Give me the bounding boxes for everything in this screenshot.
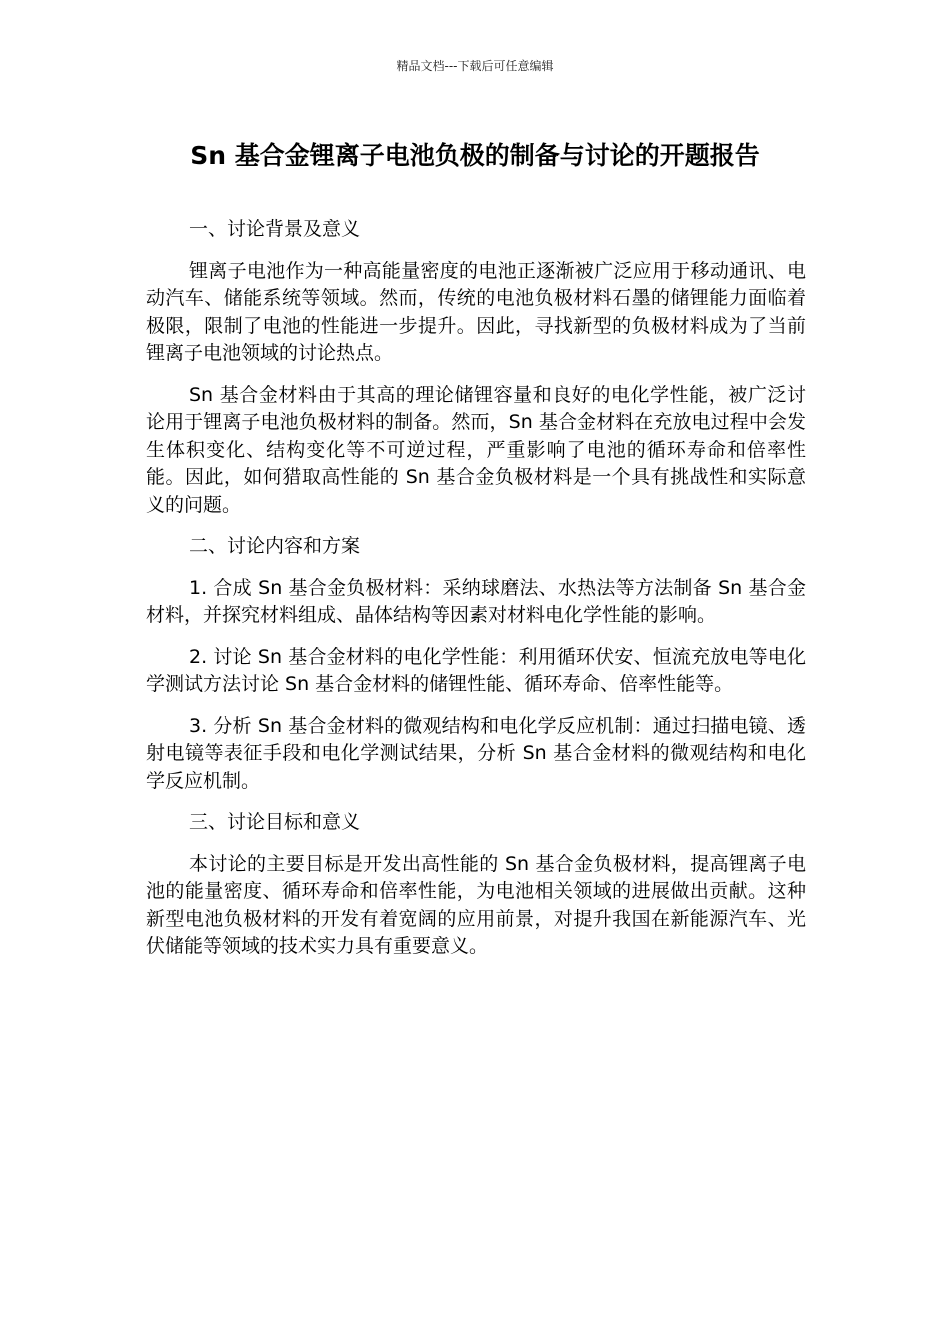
header-note: 精品文档---下载后可任意编辑	[396, 59, 554, 73]
paragraph: 3. 分析 Sn 基合金材料的微观结构和电化学反应机制：通过扫描电镜、透射电镜等表征手段和电化学测试结果，分析 Sn 基合金材料的微观结构和电化学反应机制。	[146, 714, 806, 792]
paragraph: 锂离子电池作为一种高能量密度的电池正逐渐被广泛应用于移动通讯、电动汽车、储能系统等领域。然而，传统的电池负极材料石墨的储锂能力面临着极限，限制了电池的性能进一步提升。因此，寻找新型的负极材料成为了当前锂离子电池领域的讨论热点。	[146, 259, 806, 364]
document-title: Sn 基合金锂离子电池负极的制备与讨论的开题报告	[190, 141, 760, 170]
paragraph: Sn 基合金材料由于其高的理论储锂容量和良好的电化学性能，被广泛讨论用于锂离子电池负极材料的制备。然而，Sn 基合金材料在充放电过程中会发生体积变化、结构变化等不可逆过程，严重影响了电池的循环寿命和倍率性能。因此，如何猎取高性能的 Sn 基合金负极材料是一个具有挑战性和实际意义的问题。	[146, 383, 806, 516]
paragraph: 1. 合成 Sn 基合金负极材料：采纳球磨法、水热法等方法制备 Sn 基合金材料，并探究材料组成、晶体结构等因素对材料电化学性能的影响。	[146, 576, 806, 626]
section-heading-background: 一、讨论背景及意义	[189, 218, 361, 240]
section-heading-content: 二、讨论内容和方案	[189, 535, 361, 557]
paragraph: 2. 讨论 Sn 基合金材料的电化学性能：利用循环伏安、恒流充放电等电化学测试方法讨论 Sn 基合金材料的储锂性能、循环寿命、倍率性能等。	[146, 645, 806, 695]
paragraph: 本讨论的主要目标是开发出高性能的 Sn 基合金负极材料，提高锂离子电池的能量密度、循环寿命和倍率性能，为电池相关领域的进展做出贡献。这种新型电池负极材料的开发有着宽阔的应用前景，对提升我国在新能源汽车、光伏储能等领域的技术实力具有重要意义。	[146, 852, 806, 957]
section-heading-goals: 三、讨论目标和意义	[189, 811, 361, 833]
document-body	[146, 216, 806, 975]
